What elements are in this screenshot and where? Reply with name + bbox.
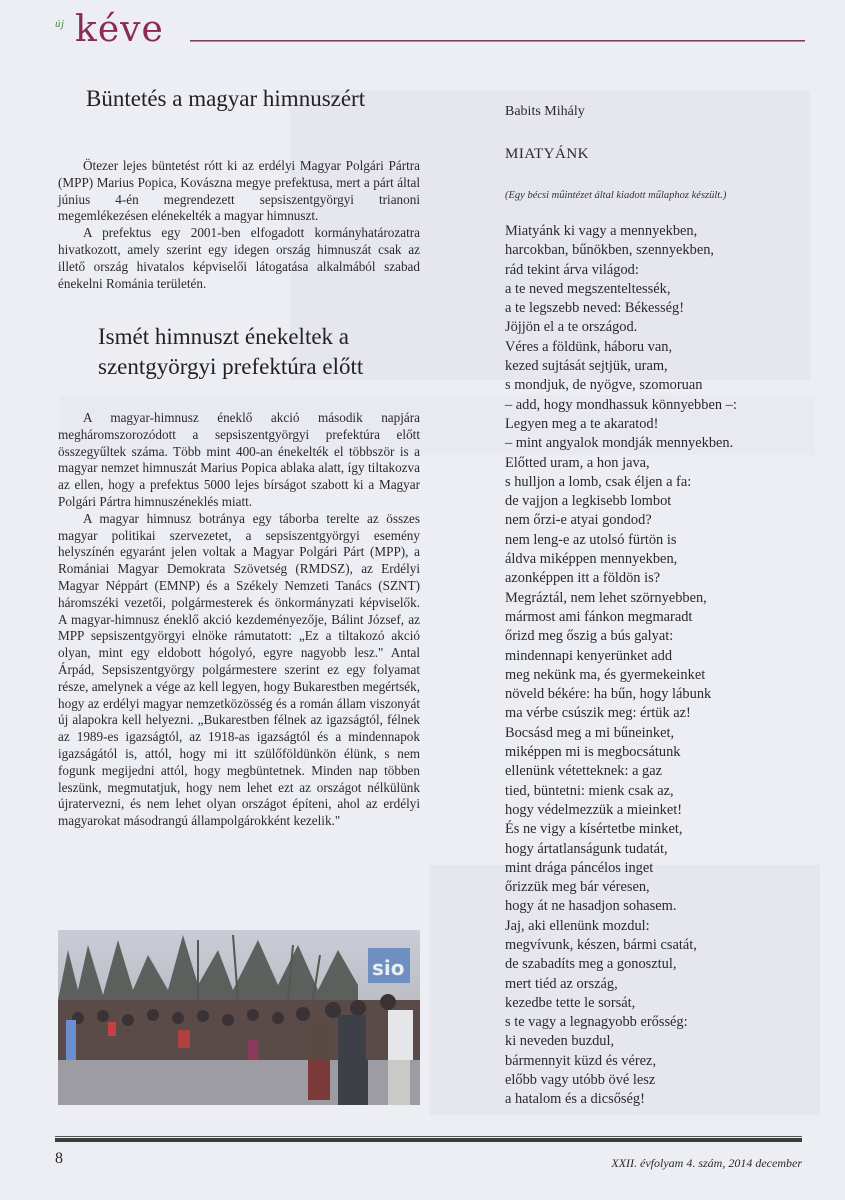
logo-prefix: új: [55, 18, 65, 30]
masthead: [55, 9, 805, 54]
poem-line: kezed sujtását sejtjük, uram,: [505, 358, 668, 375]
poem-subtitle: (Egy bécsi műintézet által kiadott műlaphoz készült.): [505, 190, 727, 201]
poem-line: rád tekint árva világod:: [505, 261, 639, 278]
poem-line: hogy védelmezzük a mieinket!: [505, 801, 683, 818]
poem-line: áldva miképpen mennyekben,: [505, 551, 678, 568]
poem-line: És ne vigy a kísértetbe minket,: [505, 821, 683, 838]
poem-line: – mint angyalok mondják mennyekben.: [505, 435, 734, 452]
article1-title: Büntetés a magyar himnuszért: [86, 86, 366, 111]
article1-paragraph: A prefektus egy 2001-ben elfogadott kormányhatározatra hivatkozott, amely szerint egy idegen ország himnuszát csak az illető ország hivatalos képviselői látogatása alkalmából szabad énekelni Románia területén.: [58, 225, 420, 291]
poem-line: meg nekünk ma, és gyermekeinket: [505, 666, 706, 683]
poem-line: nem leng-e az utolsó fürtön is: [505, 531, 677, 548]
poem-line: s te vagy a legnagyobb erősség:: [505, 1014, 688, 1031]
poem-line: Véres a földünk, háboru van,: [505, 338, 673, 355]
poem-line: bármennyit küzd és vérez,: [505, 1052, 657, 1069]
poem-line: előbb vagy utóbb övé lesz: [505, 1072, 656, 1089]
poem-line: Miatyánk ki vagy a mennyekben,: [505, 223, 698, 239]
logo: kéve: [75, 9, 164, 50]
poem-line: s hulljon a lomb, csak éljen a fa:: [505, 473, 692, 490]
poem-line: – add, hogy mondhassuk könnyebben –:: [505, 396, 737, 413]
poem-line: Jöjjön el a te országod.: [505, 319, 638, 336]
poem-line: azonképpen itt a földön is?: [505, 570, 661, 587]
poem-line: hogy át ne hasadjon sohasem.: [505, 898, 677, 915]
crowd-photo: [58, 930, 420, 1105]
poem-line: mint drága páncélos inget: [505, 859, 654, 876]
article2-paragraph: A magyar himnusz botránya egy táborba terelte az összes magyar politikai szervezetet, a sepsiszentgyörgyi esemény helyszínén egyaránt jelen voltak a Magyar Polgári Párt (MPP), a Romániai Magyar Demokrata Szövetség (RMDSZ), az Erdélyi Magyar Néppárt (EMNP) és a Székely Nemzeti Tanács (SZNT) háromszéki vezetői, polgármesterek és önkormányzati képviselők. A magyar-himnusz éneklő akció kezdeményezője, Bálint József, az MPP sepsiszentgyörgyi elnöke rámutatott: „Ez a tiltakozó akció olyan, mint egy eldobott hógolyó, egyre nagyobb lesz." Antal Árpád, Sepsiszentgyörgy polgármestere szerint ez egy folyamat része, amelynek a vége az kell legyen, hogy Bukarestben megértsék, hogy az erdélyi magyar nemzetközösség és a román állam viszonyát új alapokra kell helyezni. „Bukarestben félnek az igazságtól, félnek az 1989-es igazságtól, az 1918-as igazságtól és a mindennapok igazságától is, attól, hogy mi itt szülőföldünkön élünk, s nem fogunk megijedni attól, hogy megbüntetnek. Minden nap többen leszünk, megmutatjuk, hogy nem lehet ezt az országot nélkülünk újratervezni, és nem lehet olyan országot építeni, ahol az erdélyi magyarokat másodrangú állampolgárokként kezelik.": [58, 510, 420, 829]
poem-author: Babits Mihály: [505, 104, 585, 119]
poem-line: de vajjon a legkisebb lombot: [505, 493, 672, 510]
poem-line: Előtted uram, a hon java,: [505, 454, 650, 471]
article1-paragraph: Ötezer lejes büntetést rótt ki az erdélyi Magyar Polgári Pártra (MPP) Marius Popica, Kovászna megye prefektusa, mert a párt által június 4-én megrendezett sepsiszentgyörgyi trianoni megemlékezésen elénekelték a magyar himnuszt.: [58, 158, 420, 224]
poem-line: ma vérbe csúszik meg: értük az!: [505, 705, 691, 722]
poem-line: a te neved megszenteltessék,: [505, 280, 671, 297]
page-number: 8: [55, 1150, 63, 1167]
poem-line: a hatalom és a dicsőség!: [505, 1091, 645, 1108]
poem-line: Bocsásd meg a mi bűneinket,: [505, 724, 675, 741]
article2-body: [58, 410, 420, 830]
poem-line: de szabadíts meg a gonosztul,: [505, 956, 677, 973]
poem-line: hogy ártatlanságunk tudatát,: [505, 840, 668, 857]
issue-info: XXII. évfolyam 4. szám, 2014 december: [611, 1156, 802, 1170]
article1-body: [58, 158, 420, 292]
header-rule: [190, 40, 805, 42]
poem-line: kezedbe tette le sorsát,: [505, 994, 636, 1011]
poem-line: növeld békére: ha bűn, hogy lábunk: [505, 686, 712, 703]
poem-title: MIATYÁNK: [505, 146, 589, 162]
poem-line: Legyen meg a te akaratod!: [505, 415, 659, 432]
poem-line: őrizd meg őszig a bús galyat:: [505, 628, 674, 645]
poem-text: [505, 222, 737, 1110]
poem-line: őrizzük meg bár véresen,: [505, 879, 650, 896]
poem-line: mármost ami fánkon megmaradt: [505, 608, 693, 625]
poem-line: Jaj, aki ellenünk mozdul:: [505, 917, 650, 934]
poem-line: nem őrzi-e atyai gondod?: [505, 512, 652, 529]
poem-line: harcokban, bűnökben, szennyekben,: [505, 242, 714, 259]
poem-line: mindennapi kenyerünket add: [505, 647, 673, 664]
poem-line: mert tiéd az ország,: [505, 975, 618, 992]
poem-line: a te legszebb neved: Békesség!: [505, 300, 685, 317]
photo-image-icon: [58, 930, 420, 1105]
svg-text:sio: sio: [372, 956, 405, 980]
poem-line: miképpen mi is megbocsátunk: [505, 744, 681, 761]
poem-line: ki neveden buzdul,: [505, 1033, 615, 1050]
poem-line: megvívunk, készen, bármi csatát,: [505, 936, 697, 953]
article2-paragraph: A magyar-himnusz éneklő akció második napjára megháromszorozódott a sepsiszentgyörgyi prefektúra előtt összegyűltek száma. Több mint 400-an énekelték el többször is a magyar nemzet himnuszát Marius Popica ablaka alatt, így tiltakozva az ellen, hogy a prefektus 5000 lejes bírságot szabott ki a Magyar Polgári Pártra himnuszéneklés miatt.: [58, 410, 420, 509]
poem-line: tied, büntetni: mienk csak az,: [505, 782, 674, 799]
footer-rule: [55, 1136, 802, 1142]
poem-line: Megráztál, nem lehet szörnyebben,: [505, 589, 707, 606]
poem-line: s mondjuk, de nyögve, szomoruan: [505, 377, 703, 394]
article2-title: Ismét himnuszt énekeltek a szentgyörgyi prefektúra előtt: [98, 324, 364, 379]
poem-line: ellenünk vétetteknek: a gaz: [505, 763, 663, 780]
